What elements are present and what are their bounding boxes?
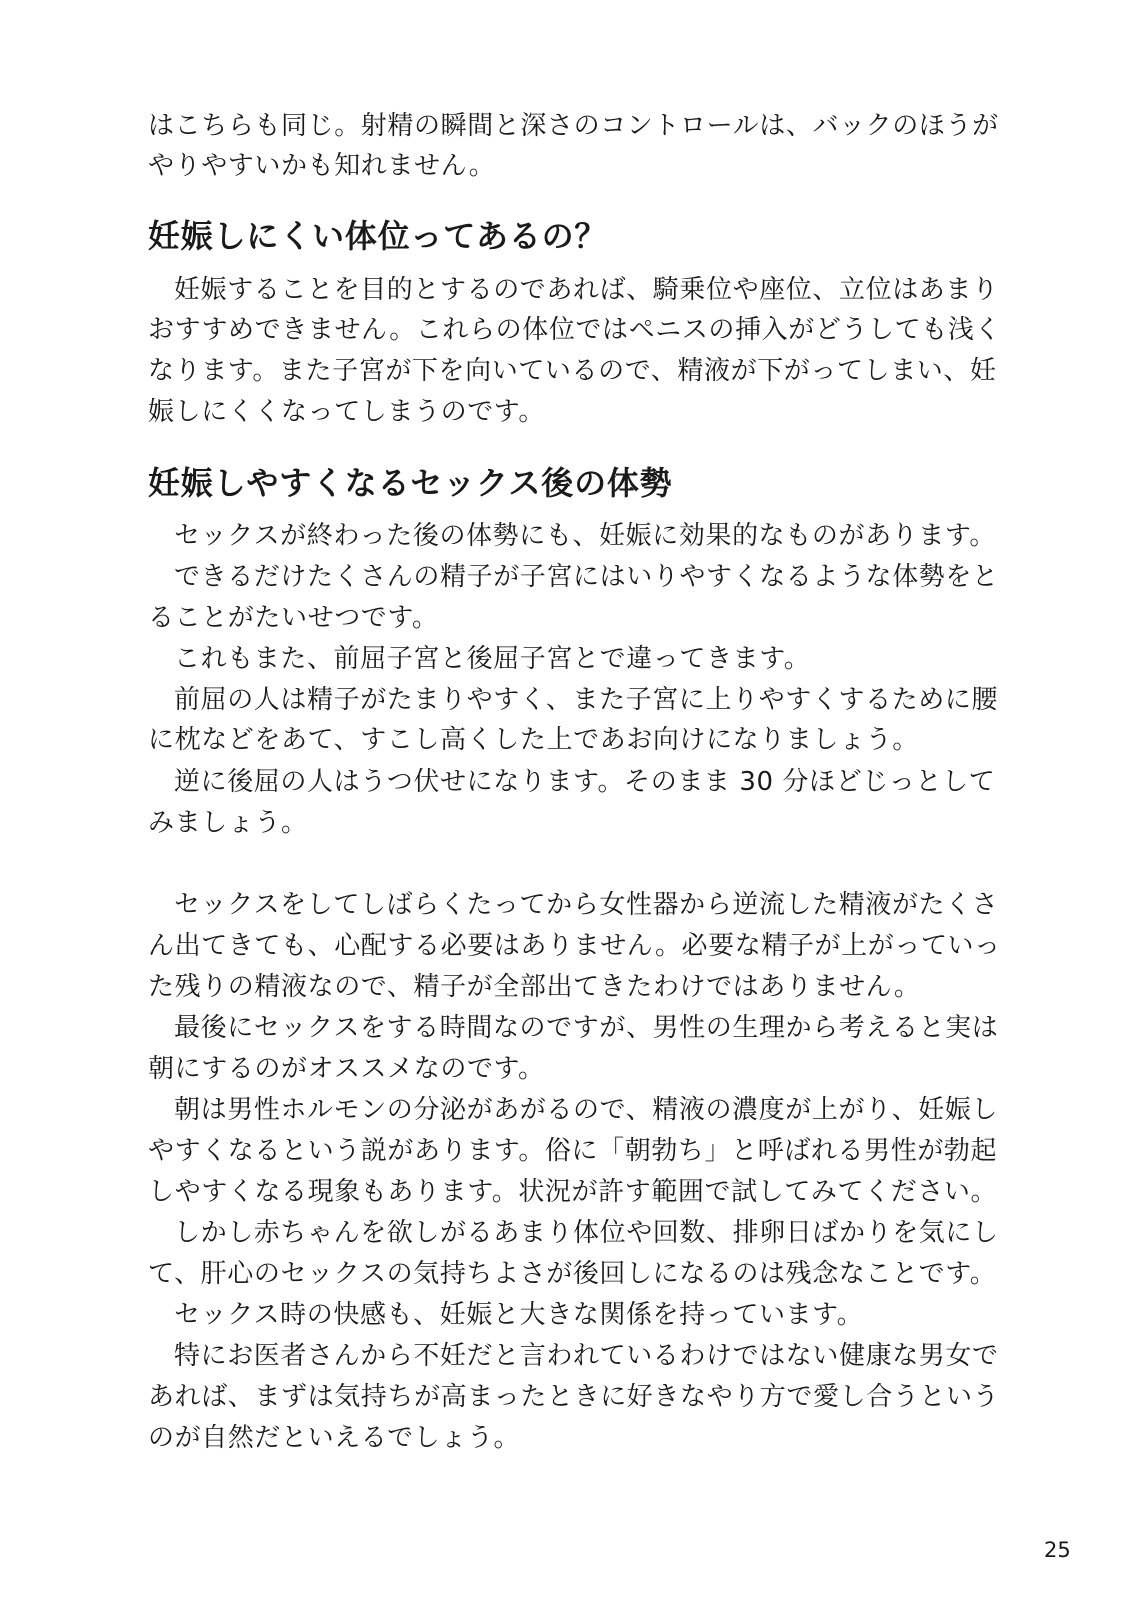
body-line: て、肝心のセックスの気持ちよさが後回しになるのは残念なことです。 (148, 1259, 997, 1289)
body-line: やりやすいかも知れません。 (148, 151, 496, 181)
body-line: これもまた、前屈子宮と後屈子宮とで違ってきます。 (174, 644, 811, 674)
body-line: なります。また子宮が下を向いているので、精液が下がってしまい、妊 (148, 356, 997, 386)
body-line: できるだけたくさんの精子が子宮にはいりやすくなるような体勢をと (174, 562, 999, 592)
page-number: 25 (1044, 1538, 1071, 1562)
body-line: 逆に後屈の人はうつ伏せになります。そのまま 30 分ほどじっとして (174, 767, 996, 797)
body-line: た残りの精液なので、精子が全部出てきたわけではありません。 (148, 972, 921, 1002)
body-line: 朝にするのがオススメなのです。 (148, 1054, 545, 1084)
body-line: のが自然だといえるでしょう。 (148, 1423, 521, 1453)
body-line: あれば、まずは気持ちが高まったときに好きなやり方で愛し合うという (148, 1382, 1000, 1412)
section-heading: 妊娠しにくい体位ってあるの？ (148, 217, 608, 255)
body-line: 娠しにくくなってしまうのです。 (148, 397, 545, 427)
body-line: しやすくなる現象もあります。状況が許す範囲で試してみてください。 (148, 1177, 998, 1207)
body-line: セックスが終わった後の体勢にも、妊娠に効果的なものがあります。 (174, 521, 997, 551)
body-line: セックスをしてしばらくたってから女性器から逆流した精液がたくさ (174, 890, 999, 920)
section-heading: 妊娠しやすくなるセックス後の体勢 (148, 464, 673, 502)
body-line: みましょう。 (148, 808, 308, 838)
body-line: しかし赤ちゃんを欲しがるあまり体位や回数、排卵日ばかりを気にし (174, 1218, 999, 1248)
body-line: 前屈の人は精子がたまりやすく、また子宮に上りやすくするために腰 (174, 685, 999, 715)
body-line: セックス時の快感も、妊娠と大きな関係を持っています。 (174, 1300, 864, 1330)
body-line: おすすめできません。これらの体位ではペニスの挿入がどうしても浅く (148, 315, 1002, 345)
body-line: やすくなるという説があります。俗に「朝勃ち」と呼ばれる男性が勃起 (148, 1136, 998, 1166)
body-line: 朝は男性ホルモンの分泌があがるので、精液の濃度が上がり、妊娠し (174, 1095, 999, 1125)
body-line: 妊娠することを目的とするのであれば、騎乗位や座位、立位はあまり (174, 275, 999, 305)
body-line: ん出てきても、心配する必要はありません。必要な精子が上がっていっ (148, 931, 1001, 961)
body-line: はこちらも同じ。射精の瞬間と深さのコントロールは、バックのほうが (148, 111, 999, 141)
body-line: に枕などをあて、すこし高くした上であお向けになりましょう。 (148, 725, 919, 755)
body-line: 最後にセックスをする時間なのですが、男性の生理から考えると実は (174, 1013, 999, 1043)
body-line: ることがたいせつです。 (148, 603, 439, 633)
body-line: 特にお医者さんから不妊だと言われているわけではない健康な男女で (174, 1341, 999, 1371)
